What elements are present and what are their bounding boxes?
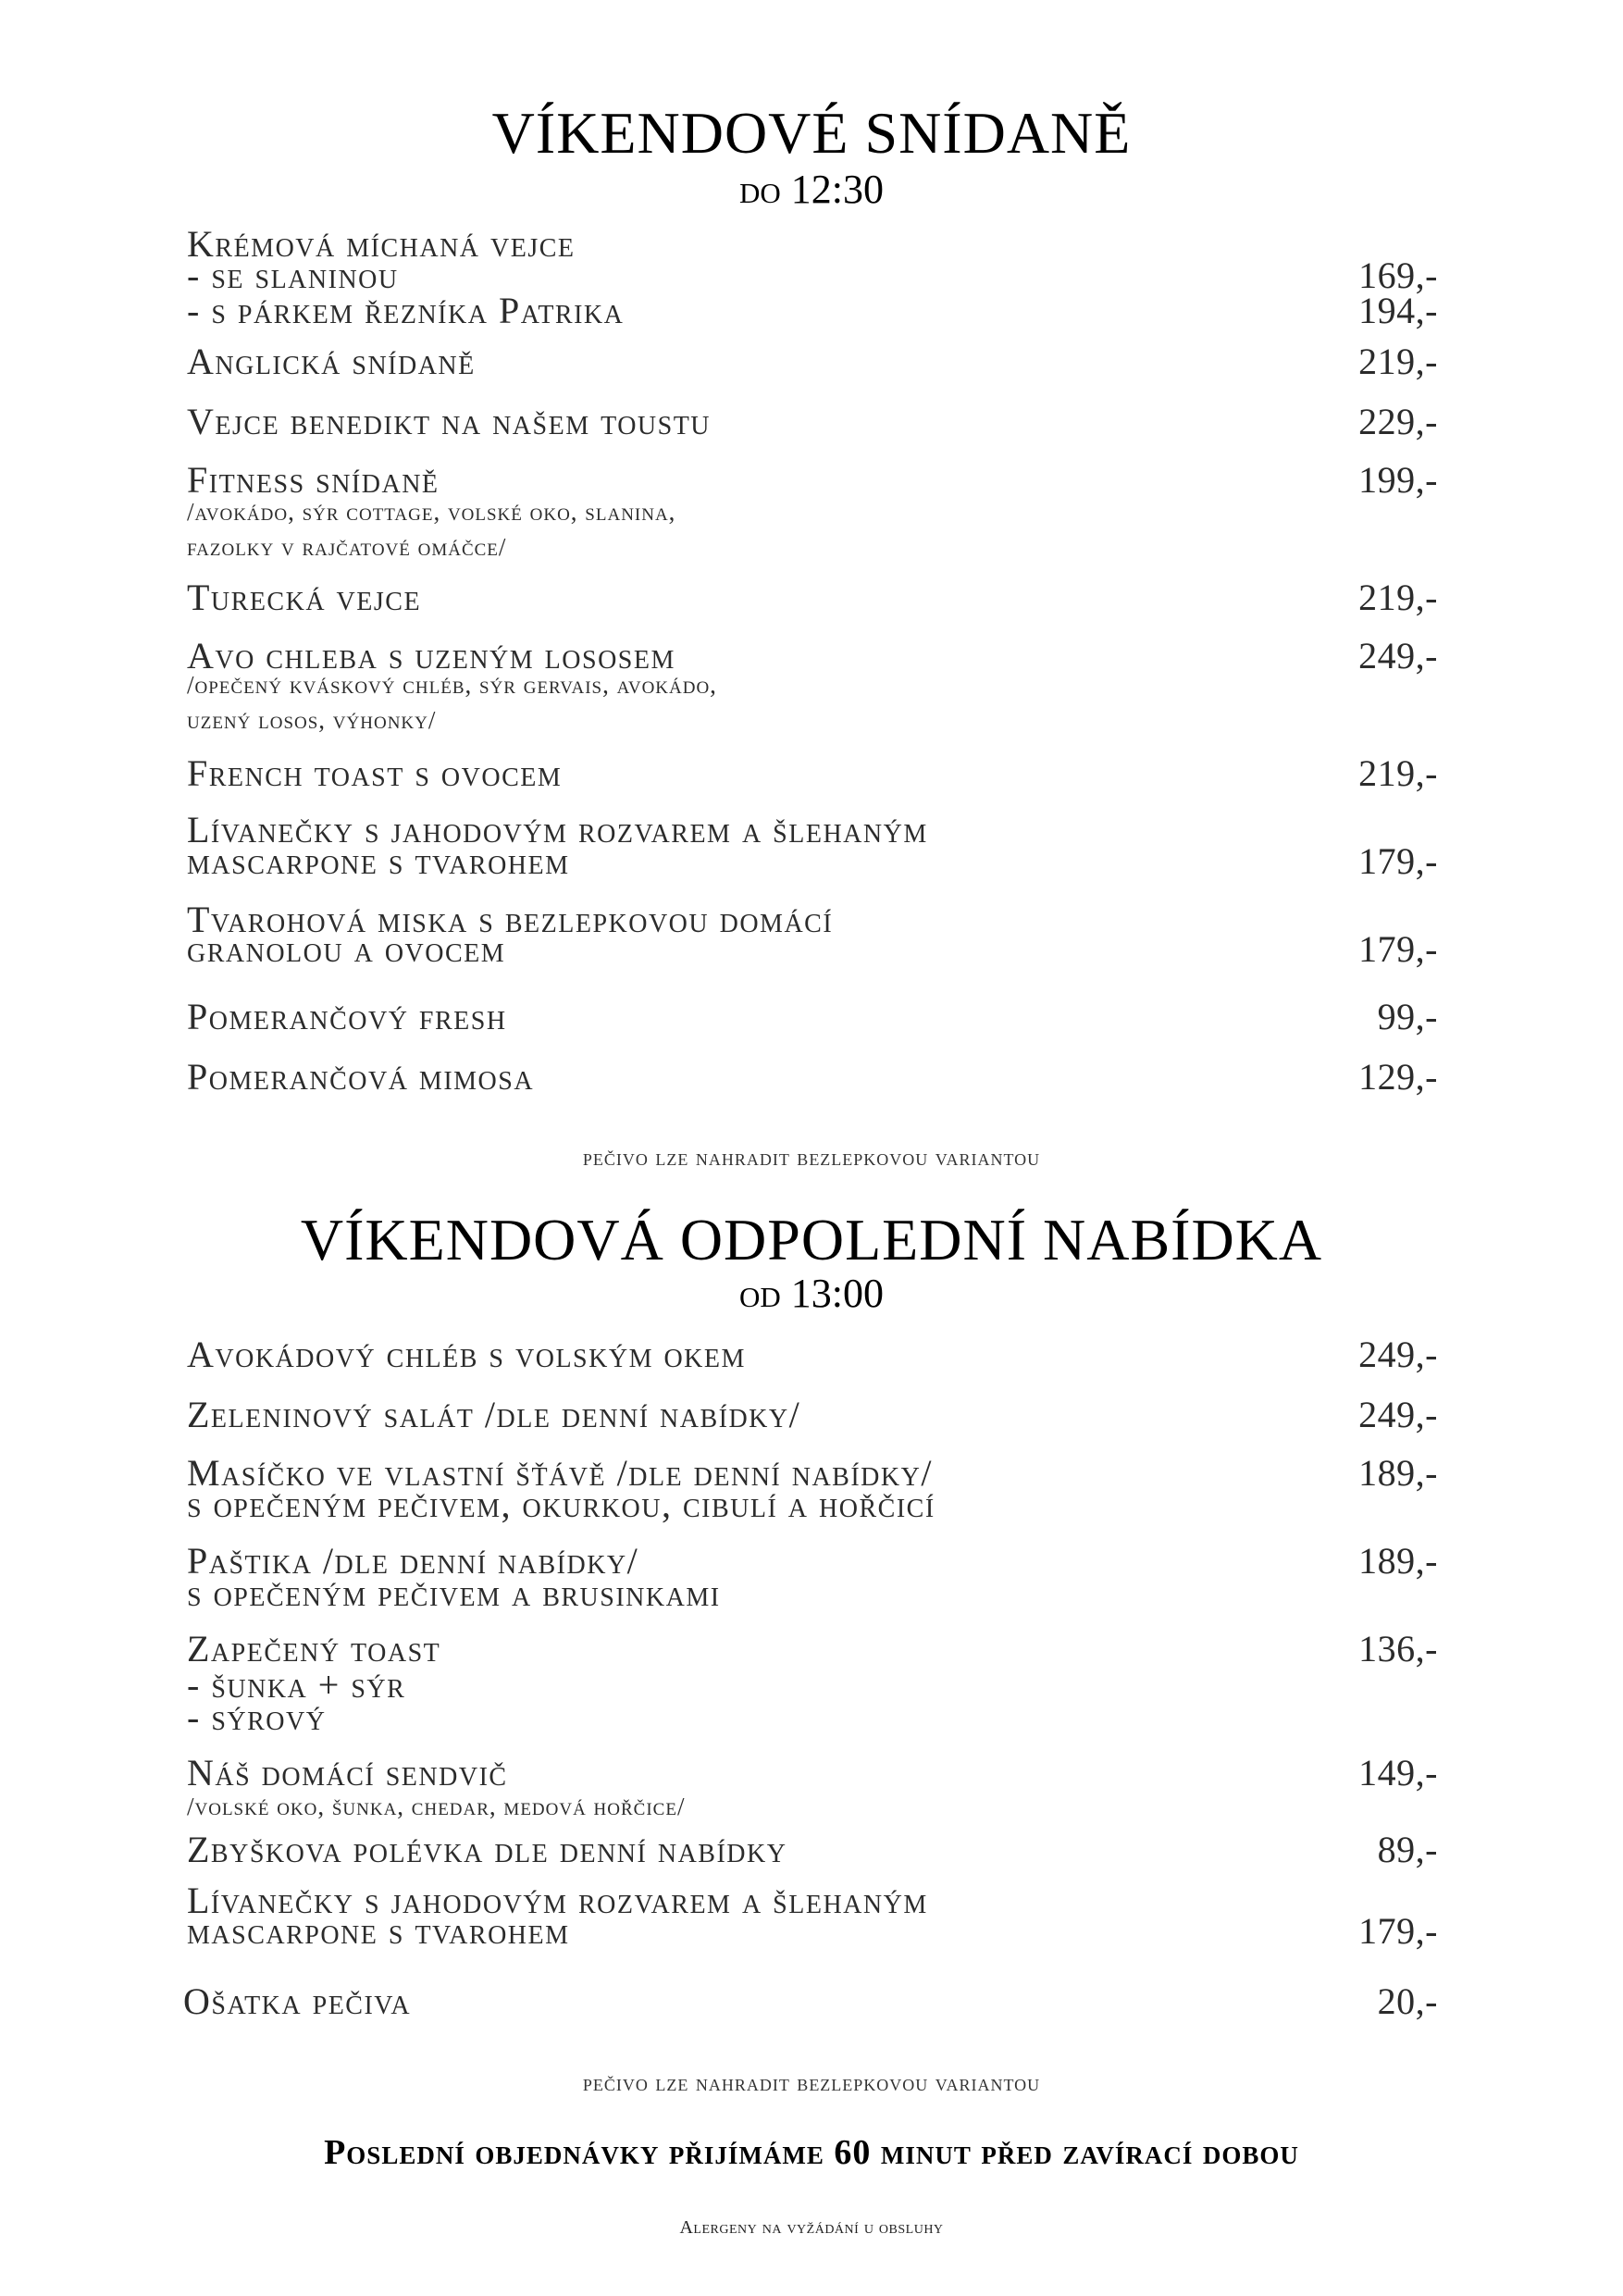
menu-item-name: Náš domácí sendvič [187, 1752, 508, 1793]
menu-item-price: 149,- [1358, 1752, 1438, 1793]
menu-item-price: 219,- [1358, 577, 1438, 618]
menu-item-price: 179,- [1358, 928, 1438, 970]
menu-item-name: Avo chleba s uzeným lososem [187, 635, 675, 676]
menu-item-price: 179,- [1358, 840, 1438, 882]
menu-item-name-line2: mascarpone s tvarohem [187, 1910, 570, 1952]
menu-item-price: 99,- [1377, 996, 1438, 1037]
menu-item-description: uzený losos, výhonky/ [187, 706, 437, 734]
breakfast-time: do 12:30 [739, 167, 884, 212]
menu-item-price: 136,- [1358, 1628, 1438, 1669]
menu-item-name: Krémová míchaná vejce [187, 223, 576, 265]
breakfast-title: VÍKENDOVÉ SNÍDANĚ [491, 100, 1132, 166]
gluten-free-note: pečivo lze nahradit bezlepkovou variantou [582, 1144, 1041, 1171]
menu-item-price: 194,- [1358, 290, 1438, 331]
menu-item-description: /avokádo, sýr cottage, volské oko, slanina, [187, 498, 676, 526]
menu-item-name: Zeleninový salát /dle denní nabídky/ [187, 1394, 801, 1435]
menu-item-price: 219,- [1358, 341, 1438, 382]
menu-item-name: Pomerančový fresh [187, 996, 507, 1037]
menu-item-price: 249,- [1358, 1334, 1438, 1375]
menu-item-description: /opečený kváskový chléb, sýr gervais, avokádo, [187, 671, 717, 699]
menu-item-name: Vejce benedikt na našem toustu [187, 401, 712, 442]
menu-item-name: Lívanečky s jahodovým rozvarem a šlehaným [187, 809, 928, 850]
menu-item-name: French toast s ovocem [187, 752, 563, 794]
menu-item-price: 199,- [1358, 459, 1438, 501]
menu-item-name: Avokádový chléb s volským okem [187, 1334, 746, 1375]
menu-item-name-line2: granolou a ovocem [187, 928, 506, 970]
menu-item-name: Fitness snídaně [187, 459, 440, 501]
allergens-notice: Alergeny na vyžádání u obsluhy [679, 2217, 944, 2238]
menu-item-price: 219,- [1358, 752, 1438, 794]
menu-item-name: Lívanečky s jahodovým rozvarem a šlehaným [187, 1880, 928, 1921]
gluten-free-note: pečivo lze nahradit bezlepkovou variantou [582, 2069, 1041, 2096]
menu-item-name-line2: mascarpone s tvarohem [187, 840, 570, 882]
menu-item-name: Tvarohová miska s bezlepkovou domácí [187, 899, 834, 940]
menu-item-price: 189,- [1358, 1452, 1438, 1494]
menu-item-price: 249,- [1358, 1394, 1438, 1435]
menu-item-variant: - se slaninou [187, 254, 399, 296]
afternoon-title: VÍKENDOVÁ ODPOLEDNÍ NABÍDKA [300, 1207, 1323, 1272]
menu-item-name: Masíčko ve vlastní šťávě /dle denní nabídky/ [187, 1452, 933, 1494]
menu-item-price: 249,- [1358, 635, 1438, 676]
menu-item-name-line2: s opečeným pečivem a brusinkami [187, 1572, 721, 1614]
menu-item-variant: - sýrový [187, 1696, 327, 1738]
menu-item-price: 229,- [1358, 401, 1438, 442]
menu-item-name: Zbyškova polévka dle denní nabídky [187, 1829, 787, 1870]
afternoon-time: od 13:00 [739, 1271, 884, 1316]
menu-item-variant: - šunka + sýr [187, 1664, 406, 1706]
menu-item-price: 20,- [1377, 1980, 1438, 2022]
menu-item-description: fazolky v rajčatové omáčce/ [187, 533, 507, 561]
menu-item-name: Turecká vejce [187, 577, 422, 618]
last-orders-notice: Poslední objednávky přijímáme 60 minut před zavírací dobou [324, 2133, 1299, 2172]
menu-item-variant: - s párkem řezníka Patrika [187, 290, 625, 331]
menu-item-name: Pomerančová mimosa [187, 1056, 535, 1098]
menu-item-name: Ošatka pečiva [183, 1980, 412, 2022]
menu-item-price: 179,- [1358, 1910, 1438, 1952]
menu-item-name: Anglická snídaně [187, 341, 476, 382]
menu-item-name: Zapečený toast [187, 1628, 441, 1669]
menu-item-name-line2: s opečeným pečivem, okurkou, cibulí a hořčicí [187, 1483, 935, 1525]
menu-item-price: 89,- [1377, 1829, 1438, 1870]
menu-item-description: /volské oko, šunka, chedar, medová hořčice/ [187, 1793, 686, 1820]
menu-item-price: 169,- [1358, 254, 1438, 296]
menu-item-name: Paštika /dle denní nabídky/ [187, 1540, 639, 1582]
menu-item-price: 189,- [1358, 1540, 1438, 1582]
menu-item-price: 129,- [1358, 1056, 1438, 1098]
